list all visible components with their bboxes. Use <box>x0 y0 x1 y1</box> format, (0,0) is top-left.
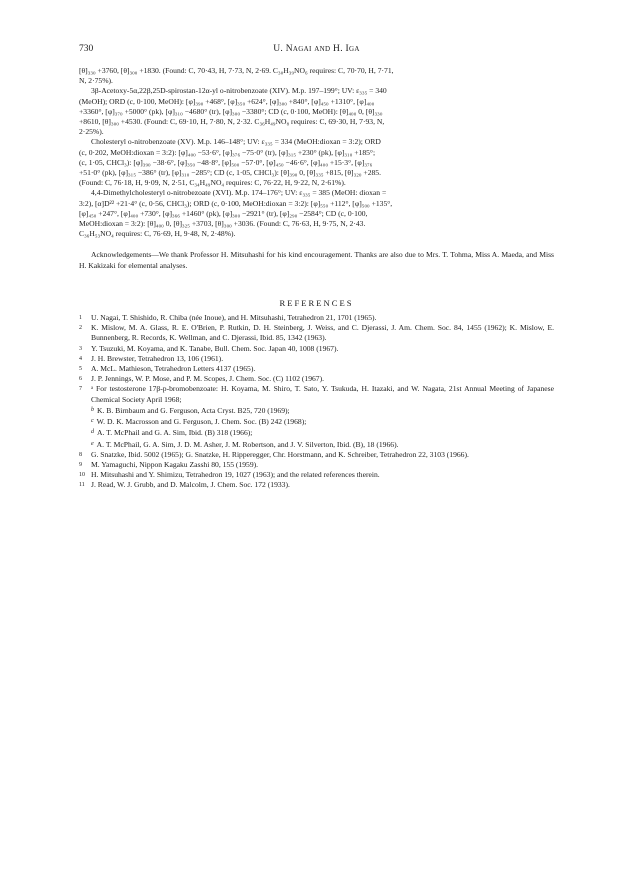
reference-item <box>79 344 554 354</box>
reference-number: 11 <box>79 482 85 489</box>
reference-item <box>79 450 554 460</box>
reference-text: U. Nagai, T. Shishido, R. Chiba (née Inoue), and H. Mitsuhashi, Tetrahedron 21, 1701 (1965). <box>91 313 377 323</box>
reference-subitem <box>79 427 554 438</box>
compound-xvi-heading: 4,4-Dimethylcholesteryl o-nitrobezoate (XVI). M.p. 174–176°; UV: ε₃₃₅ = 385 (MeOH: dioxan = <box>91 188 387 198</box>
reference-number: 3 <box>79 345 82 352</box>
text-line: C₃₆H₅₃NO₄ requires: C, 76·69, H, 9·48, N, 2·48%). <box>79 229 236 239</box>
reference-subitem <box>79 439 554 450</box>
reference-number: 8 <box>79 451 82 458</box>
text-line: [θ]₃₃₀ +3760, [θ]₃₀₀ +1830. (Found: C, 70·43, H, 7·73, N, 2·69. C₃₀H₃₉NO₆ requires: C, 70·70, H, 7·71, <box>79 66 394 75</box>
reference-item <box>79 323 554 343</box>
experimental-text <box>79 66 554 239</box>
text-line: 2·25%). <box>79 127 104 137</box>
references-heading: REFERENCES <box>279 297 354 308</box>
text-line: (Found: C, 76·18, H, 9·09, N, 2·51, C₃₄H₄₉NO₄ requires: C, 76·22, H, 9·22, N, 2·61%). <box>79 178 346 188</box>
reference-text: J. P. Jennings, W. P. Mose, and P. M. Scopes, J. Chem. Soc. (C) 1102 (1967). <box>91 374 325 384</box>
running-head: U. Nagai and H. Iga <box>273 44 360 54</box>
reference-item <box>79 470 554 480</box>
reference-text: J. H. Brewster, Tetrahedron 13, 106 (1961). <box>91 353 224 363</box>
reference-item <box>79 374 554 384</box>
reference-item <box>79 460 554 470</box>
reference-text: J. Read, W. J. Grubb, and D. Malcolm, J. Chem. Soc. 172 (1933). <box>91 480 290 490</box>
reference-text: Y. Tsuzuki, M. Koyama, and K. Tanabe, Bull. Chem. Soc. Japan 40, 1008 (1967). <box>91 343 339 353</box>
reference-number: 6 <box>79 376 82 383</box>
reference-item <box>79 313 554 323</box>
reference-text: A. T. McPhail and G. A. Sim, Ibid. (B) 318 (1966); <box>97 428 253 438</box>
text-line: +51·0° (pk), [φ]₃₁₅ −386° (tr), [φ]₃₁₀ −285°; CD (c, 1·05, CHCl₃): [θ]₃₉₀ 0, [θ]₃₃₅ +815, [θ]₃₂₀ +285. <box>79 168 381 178</box>
text-line: 3:2), [α]D²² +21·4° (c, 0·56, CHCl₃); ORD (c, 0·100, MeOH:dioxan = 3:2): [φ]₅₅₀ +112°, [φ]₅₀₀ +135°, <box>79 198 393 208</box>
reference-subitem <box>79 405 554 416</box>
reference-text: M. Yamaguchi, Nippon Kagaku Zasshi 80, 155 (1959). <box>91 459 259 469</box>
compound-xv-heading: Cholesteryl o-nitrobenzoate (XV). M.p. 146–148°; UV: ε₃₃₅ = 334 (MeOH:dioxan = 3:2); ORD <box>91 137 381 147</box>
reference-number: 10 <box>79 472 85 479</box>
text-line: (c, 1·05, CHCl₃): [φ]₃₉₀ −38·6°, [φ]₃₅₀ −48·8°, [φ]₅₀₀ −57·0°, [φ]₄₅₀ −46·6°, [φ]₄₀₀ +15·3°, [φ]₃₇₆ <box>79 157 373 167</box>
reference-text: W. D. K. Macrosson and G. Ferguson, J. Chem. Soc. (B) 242 (1968); <box>96 417 307 427</box>
reference-letter: e <box>91 440 94 447</box>
reference-number: 7 <box>79 386 82 393</box>
text-line: N, 2·75%). <box>79 76 113 86</box>
reference-letter: b <box>91 406 94 413</box>
reference-text: G. Snatzke, Ibid. 5002 (1965); G. Snatzke, H. Ripperegger, Chr. Horstmann, and K. Schreiber, Tetrahedron 22, 3103 (1966). <box>91 449 469 459</box>
page-number: 730 <box>79 44 94 54</box>
references-list <box>79 313 554 490</box>
reference-text: A. McL. Mathieson, Tetrahedron Letters 4137 (1965). <box>91 364 256 374</box>
reference-item <box>79 354 554 364</box>
reference-text: A. T. McPhail, G. A. Sim, J. D. M. Asher, J. M. Robertson, and J. V. Silverton, Ibid. (B), 18 (1966). <box>96 439 399 449</box>
reference-item <box>79 480 554 490</box>
page-body <box>79 66 554 491</box>
reference-item <box>79 364 554 374</box>
reference-number: 9 <box>79 461 82 468</box>
text-line: +3360°, [φ]₃₇₀ +5000° (pk), [φ]₃₁₀ −4680° (tr), [φ]₃₀₀ −3380°; CD (c, 0·100, MeOH): [θ]₄₀₀ 0, [θ]₃₃₀ <box>79 106 383 116</box>
text-line: MeOH:dioxan = 3:2): [θ]₄₀₀ 0, [θ]₃₂₅ +3703, [θ]₃₀₀ +3036. (Found: C, 76·63, H, 9·75, N, 2·43. <box>79 219 366 229</box>
reference-number: 2 <box>79 325 82 332</box>
reference-number: 1 <box>79 315 82 322</box>
reference-item <box>79 384 554 404</box>
compound-xiv-heading: 3β-Acetoxy-5α,22β,25D-spirostan-12α-yl o-nitrobenzoate (XIV). M.p. 197–199°; UV: ε₃₃₅ = 340 <box>91 86 387 96</box>
reference-number: 4 <box>79 355 82 362</box>
text-line: (c, 0·202, MeOH:dioxan = 3:2): [φ]₄₀₀ −53·6°, [φ]₃₇₆ −75·0° (tr), [φ]₃₁₅ +230° (pk), [φ]₃₁₀ +185°; <box>79 147 376 157</box>
text-line: [φ]₄₅₀ +247°, [φ]₄₀₀ +730°, [φ]₃₆₆ +1460° (pk), [φ]₃₀₀ −2921° (tr), [φ]₂₉₀ −2584°; CD (c, 0·100, <box>79 208 368 218</box>
reference-subitem <box>79 416 554 427</box>
reference-text: K. Mislow, M. A. Glass, R. E. O'Brien, P. Rutkin, D. H. Steinberg, J. Weiss, and C. Djerassi, J. Am. Chem. Soc. 84, 1455 (1962); K. Mislow, E. Bunnenberg, R. Records, K. Wellman, and C. Djerassi, Ibid. 85, 1342 (1963). <box>91 323 554 343</box>
reference-text: K. B. Birnbaum and G. Ferguson, Acta Cryst. B25, 720 (1969); <box>97 405 290 415</box>
acknowledgements: Acknowledgements—We thank Professor H. Mitsuhashi for his kind encouragement. Thanks are also due to Mrs. T. Tohma, Miss A. Maeda, and Miss H. Kakizaki for elemental analyses. <box>79 250 554 270</box>
reference-letter: d <box>91 429 94 436</box>
reference-text: ᵃ For testosterone 17β-p-bromobenzoate: H. Koyama, M. Shiro, T. Sato, Y. Tsukuda, H. Itazaki, and W. Nagata, 21st Annual Meeting of Japanese Chemical Society April 1968; <box>91 384 554 404</box>
text-line: +8610, [θ]₃₀₀ +4530. (Found: C, 69·10, H, 7·80, N, 2·32. C₃₆H₄₉NO₈ requires: C, 69·30, H, 7·93, N, <box>79 117 385 127</box>
text-line: (MeOH); ORD (c, 0·100, MeOH): [φ]₃₉₀ +468°, [φ]₃₅₀ +624°, [φ]₃₀₀ +840°, [φ]₄₅₀ +1310°, [φ]₄₀₀ <box>79 96 375 106</box>
reference-text: H. Mitsuhashi and Y. Shimizu, Tetrahedron 19, 1027 (1963); and the related references therein. <box>91 470 380 480</box>
reference-number: 5 <box>79 366 82 373</box>
reference-letter: c <box>91 418 94 425</box>
